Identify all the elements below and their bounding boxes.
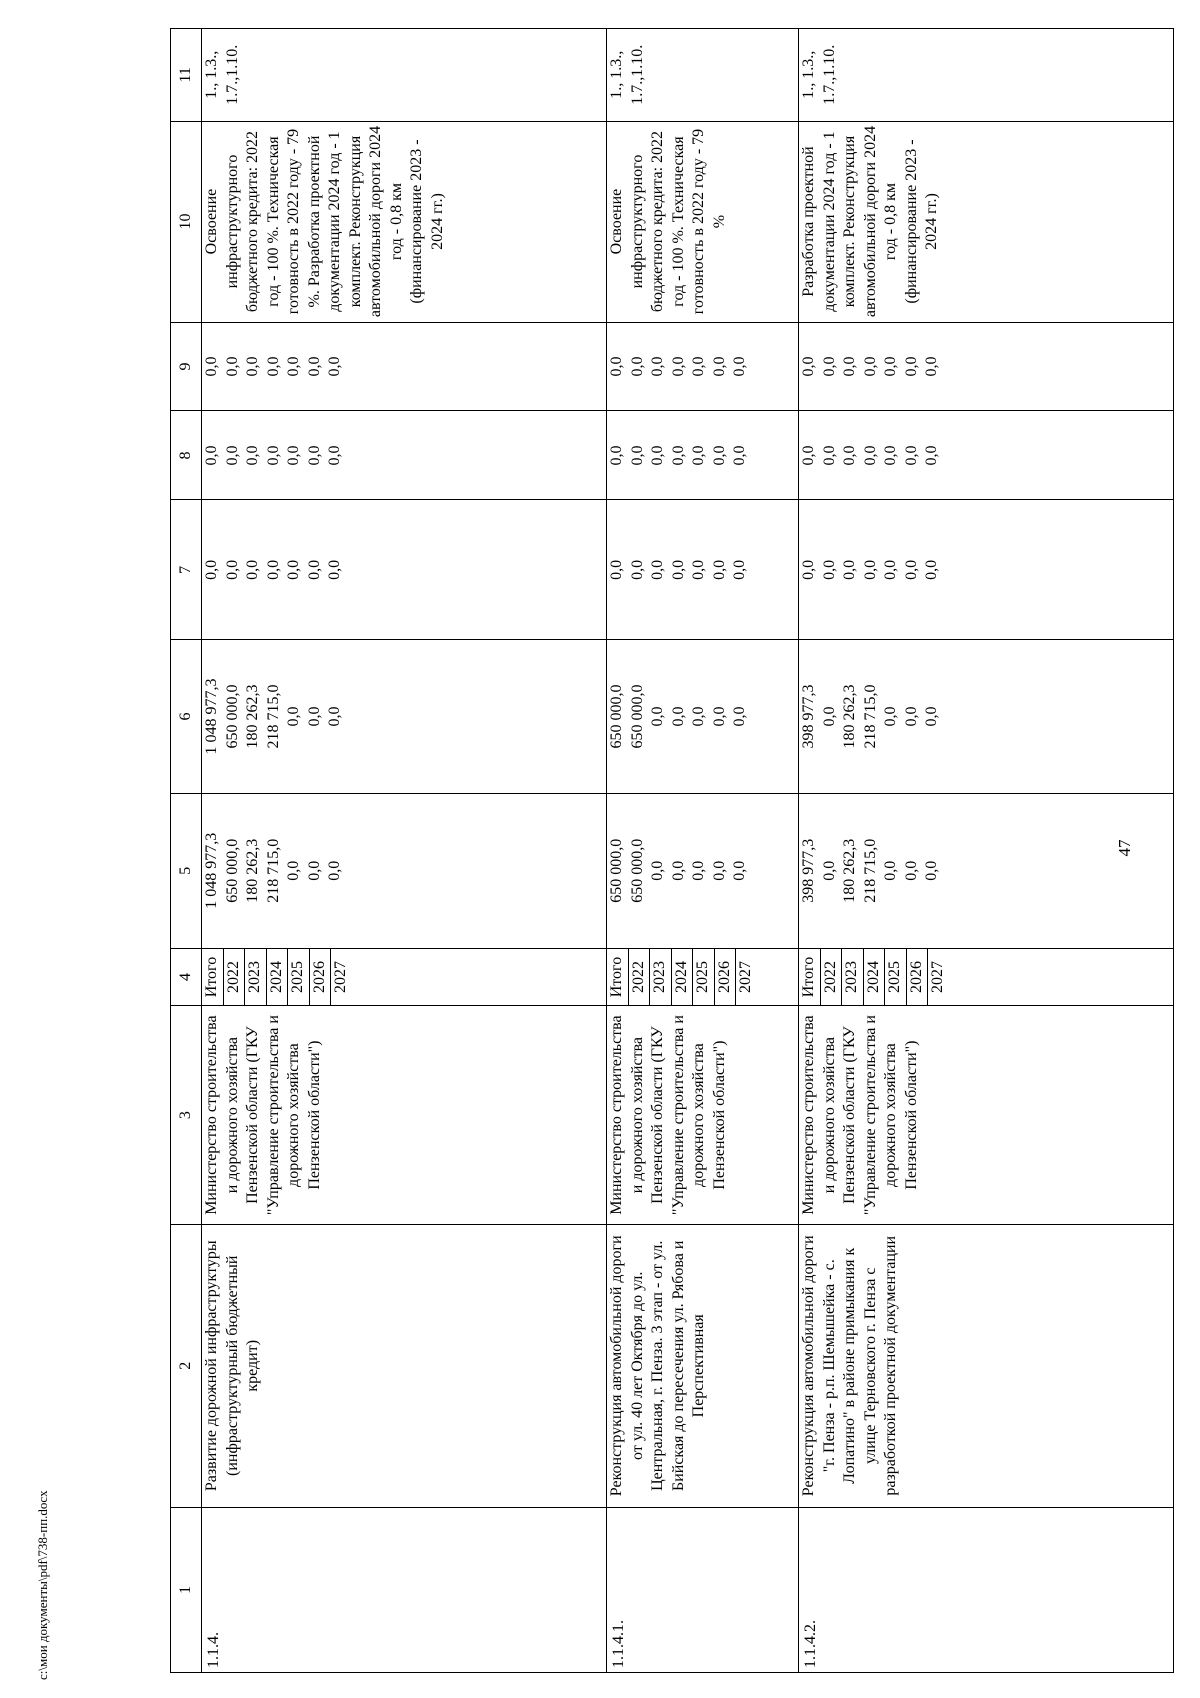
amount-value: 0,0 [285, 445, 302, 466]
amount-value: 0,0 [800, 356, 817, 377]
amount-value: 0,0 [326, 860, 343, 881]
years-cell [799, 948, 1174, 1006]
amount-value: 180 262,3 [841, 838, 858, 903]
executor-cell [202, 1006, 607, 1224]
year-label: Итого [800, 956, 817, 998]
item-number: 1.1.4. [205, 1632, 222, 1668]
col7-cell [799, 500, 1174, 640]
col7-cell [202, 500, 607, 640]
amount-value: 0,0 [800, 559, 817, 580]
item-name-cell [202, 1224, 607, 1507]
item-name: Реконструкция автомобильной дороги от ул. 40 лет Октября до ул. Центральная, г. Пенза. 3 этап - от ул. Бийская до пересечения ул. Рябова и Перспективная [608, 1235, 707, 1497]
col5-cell [799, 793, 1174, 948]
amount-value: 0,0 [861, 356, 879, 377]
col9-cell [202, 322, 607, 411]
executor-name: Министерство строительства и дорожного хозяйства Пензенской области (ГКУ "Управление строительства и дорожного хозяйства Пензенской области") [608, 1015, 728, 1216]
executor-name: Министерство строительства и дорожного хозяйства Пензенской области (ГКУ "Управление строительства и дорожного хозяйства Пензенской области") [800, 1015, 920, 1216]
item-name: Реконструкция автомобильной дороги "г. Пенза - р.п. Шемышейка - с. Лопатино" в районе примыкания к улице Терновского г. Пенза с разработкой проектной документации [800, 1235, 899, 1497]
amount-value: 1 048 977,3 [203, 832, 220, 909]
amount-value: 0,0 [861, 559, 879, 580]
amount-value: 0,0 [669, 559, 687, 580]
amount-value: 0,0 [923, 860, 940, 881]
amount-value: 180 262,3 [244, 838, 261, 903]
amount-value: 0,0 [669, 860, 687, 881]
amount-value: 0,0 [690, 356, 707, 377]
col5-cell [607, 793, 799, 948]
amount-value: 0,0 [285, 356, 302, 377]
amount-value: 0,0 [800, 445, 817, 466]
table-row [799, 29, 1174, 1673]
executor-cell [607, 1006, 799, 1224]
amount-value: 0,0 [285, 706, 302, 727]
amount-value: 0,0 [902, 356, 920, 377]
amount-value: 0,0 [710, 356, 728, 377]
amount-value: 0,0 [820, 706, 838, 727]
col9-cell [607, 322, 799, 411]
amount-value: 398 977,3 [800, 684, 817, 749]
year-label: Итого [203, 956, 220, 998]
item-number-cell [799, 1507, 1174, 1672]
years-cell [607, 948, 799, 1006]
amount-value: 0,0 [690, 706, 707, 727]
amount-value: 0,0 [203, 559, 220, 580]
item-number: 1.1.4.1. [610, 1620, 627, 1668]
amount-value: 0,0 [902, 559, 920, 580]
amount-value: 0,0 [608, 356, 625, 377]
year-label: 2027 [735, 949, 757, 1006]
year-label: 2025 [884, 949, 906, 1006]
amount-value: 0,0 [649, 559, 666, 580]
amount-value: 0,0 [690, 860, 707, 881]
year-label: 2022 [820, 949, 842, 1006]
year-label: 2027 [330, 949, 352, 1006]
amount-value: 0,0 [710, 860, 728, 881]
table-row [202, 29, 607, 1673]
amount-value: 0,0 [649, 445, 666, 466]
amount-value: 0,0 [731, 860, 748, 881]
page-number: 47 [1115, 839, 1134, 857]
amount-value: 0,0 [882, 860, 899, 881]
year-label: 2023 [244, 949, 266, 1006]
amount-value: 0,0 [326, 706, 343, 727]
amount-value: 0,0 [264, 559, 282, 580]
expected-result: Освоение инфраструктурного бюджетного кредита: 2022 год - 100 %. Техническая готовность в 2022 году - 79 %. Разработка проектной документации 2024 год - 1 комплект. Реконструкция автомобильной дороги 2024 год - 0,8 км (финансирование 2023 - 2024 гг.) [203, 125, 446, 318]
amount-value: 0,0 [608, 445, 625, 466]
indicator-refs: 1., 1.3., 1.7.,1.10. [203, 44, 241, 105]
amount-value: 0,0 [223, 559, 241, 580]
amount-value: 0,0 [669, 445, 687, 466]
indicators-cell [202, 29, 607, 122]
amount-value: 0,0 [820, 559, 838, 580]
header-cell: 6 [171, 640, 202, 794]
amount-value: 0,0 [305, 860, 323, 881]
col8-cell [202, 411, 607, 500]
amount-value: 0,0 [628, 559, 646, 580]
footer-file-path: c:\мои документы\pdf\738-пп.docx [35, 1490, 50, 1680]
item-number-cell [202, 1507, 607, 1672]
col8-cell [799, 411, 1174, 500]
amount-value: 0,0 [820, 860, 838, 881]
years-cell [202, 948, 607, 1006]
amount-value: 0,0 [223, 356, 241, 377]
amount-value: 0,0 [841, 445, 858, 466]
year-label: 2023 [841, 949, 863, 1006]
amount-value: 0,0 [285, 559, 302, 580]
amount-value: 0,0 [305, 356, 323, 377]
amount-value: 0,0 [902, 706, 920, 727]
header-cell: 11 [171, 29, 202, 122]
amount-value: 0,0 [710, 706, 728, 727]
amount-value: 180 262,3 [841, 684, 858, 749]
amount-value: 0,0 [923, 445, 940, 466]
header-cell: 7 [171, 500, 202, 640]
indicator-refs: 1., 1.3., 1.7.,1.10. [800, 44, 838, 105]
amount-value: 0,0 [710, 445, 728, 466]
amount-value: 0,0 [326, 559, 343, 580]
col8-cell [607, 411, 799, 500]
executor-name: Министерство строительства и дорожного хозяйства Пензенской области (ГКУ "Управление строительства и дорожного хозяйства Пензенской области") [203, 1015, 323, 1216]
amount-value: 0,0 [820, 445, 838, 466]
amount-value: 0,0 [305, 559, 323, 580]
year-label: 2024 [266, 949, 288, 1006]
amount-value: 0,0 [203, 356, 220, 377]
amount-value: 0,0 [669, 356, 687, 377]
amount-value: 0,0 [690, 445, 707, 466]
amount-value: 0,0 [923, 559, 940, 580]
expected-result: Разработка проектной документации 2024 год - 1 комплект. Реконструкция автомобильной дороги 2024 год - 0,8 км (финансирование 2023 - 2024 гг.) [800, 125, 940, 318]
amount-value: 650 000,0 [223, 684, 241, 749]
header-cell: 8 [171, 411, 202, 500]
amount-value: 0,0 [882, 706, 899, 727]
item-number: 1.1.4.2. [802, 1620, 819, 1668]
amount-value: 0,0 [223, 445, 241, 466]
year-label: 2022 [223, 949, 245, 1006]
amount-value: 0,0 [305, 706, 323, 727]
header-cell: 2 [171, 1224, 202, 1507]
amount-value: 0,0 [861, 445, 879, 466]
year-label: 2023 [649, 949, 671, 1006]
table-row [607, 29, 799, 1673]
amount-value: 0,0 [203, 445, 220, 466]
year-label: 2027 [927, 949, 949, 1006]
amount-value: 0,0 [841, 559, 858, 580]
amount-value: 1 048 977,3 [203, 678, 220, 755]
amount-value: 0,0 [264, 356, 282, 377]
executor-cell [799, 1006, 1174, 1224]
program-table [170, 28, 1174, 1673]
header-cell: 5 [171, 793, 202, 948]
col6-cell [202, 640, 607, 794]
amount-value: 0,0 [649, 706, 666, 727]
amount-value: 218 715,0 [861, 838, 879, 903]
amount-value: 0,0 [628, 445, 646, 466]
amount-value: 650 000,0 [608, 684, 625, 749]
amount-value: 0,0 [731, 356, 748, 377]
header-cell: 3 [171, 1006, 202, 1224]
header-cell: 10 [171, 121, 202, 322]
amount-value: 650 000,0 [223, 838, 241, 903]
year-label: 2024 [863, 949, 885, 1006]
amount-value: 0,0 [820, 356, 838, 377]
amount-value: 0,0 [923, 706, 940, 727]
year-label: 2024 [671, 949, 693, 1006]
year-label: 2025 [287, 949, 309, 1006]
item-name-cell [799, 1224, 1174, 1507]
item-name-cell [607, 1224, 799, 1507]
amount-value: 0,0 [882, 356, 899, 377]
amount-value: 0,0 [649, 860, 666, 881]
amount-value: 0,0 [608, 559, 625, 580]
amount-value: 0,0 [244, 356, 261, 377]
item-name: Развитие дорожной инфраструктуры (инфраструктурный бюджетный кредит) [203, 1240, 261, 1492]
amount-value: 650 000,0 [628, 838, 646, 903]
amount-value: 0,0 [731, 706, 748, 727]
header-cell: 1 [171, 1507, 202, 1672]
amount-value: 0,0 [902, 860, 920, 881]
indicators-cell [799, 29, 1174, 122]
amount-value: 218 715,0 [264, 838, 282, 903]
amount-value: 0,0 [628, 356, 646, 377]
amount-value: 0,0 [669, 706, 687, 727]
amount-value: 0,0 [882, 445, 899, 466]
amount-value: 398 977,3 [800, 838, 817, 903]
amount-value: 0,0 [731, 559, 748, 580]
amount-value: 0,0 [731, 445, 748, 466]
amount-value: 218 715,0 [861, 684, 879, 749]
amount-value: 180 262,3 [244, 684, 261, 749]
amount-value: 0,0 [923, 356, 940, 377]
amount-value: 0,0 [326, 356, 343, 377]
amount-value: 0,0 [690, 559, 707, 580]
header-cell: 4 [171, 948, 202, 1006]
year-label: 2026 [309, 949, 331, 1006]
year-label: 2026 [714, 949, 736, 1006]
amount-value: 218 715,0 [264, 684, 282, 749]
amount-value: 0,0 [902, 445, 920, 466]
amount-value: 0,0 [649, 356, 666, 377]
col9-cell [799, 322, 1174, 411]
item-number-cell [607, 1507, 799, 1672]
year-label: 2026 [906, 949, 928, 1006]
indicator-refs: 1., 1.3., 1.7.,1.10. [608, 44, 646, 105]
result-cell [799, 121, 1174, 322]
indicators-cell [607, 29, 799, 122]
amount-value: 0,0 [264, 445, 282, 466]
amount-value: 0,0 [305, 445, 323, 466]
col6-cell [607, 640, 799, 794]
amount-value: 0,0 [244, 445, 261, 466]
result-cell [202, 121, 607, 322]
header-row [171, 29, 202, 1673]
amount-value: 0,0 [326, 445, 343, 466]
amount-value: 0,0 [710, 559, 728, 580]
amount-value: 0,0 [244, 559, 261, 580]
amount-value: 0,0 [841, 356, 858, 377]
amount-value: 0,0 [285, 860, 302, 881]
expected-result: Освоение инфраструктурного бюджетного кредита: 2022 год - 100 %. Техническая готовность в 2022 году - 79 % [608, 128, 728, 315]
year-label: 2022 [628, 949, 650, 1006]
result-cell [607, 121, 799, 322]
amount-value: 0,0 [882, 559, 899, 580]
col5-cell [202, 793, 607, 948]
year-label: 2025 [692, 949, 714, 1006]
header-cell: 9 [171, 322, 202, 411]
col6-cell [799, 640, 1174, 794]
year-label: Итого [608, 956, 625, 998]
amount-value: 650 000,0 [608, 838, 625, 903]
amount-value: 650 000,0 [628, 684, 646, 749]
col7-cell [607, 500, 799, 640]
